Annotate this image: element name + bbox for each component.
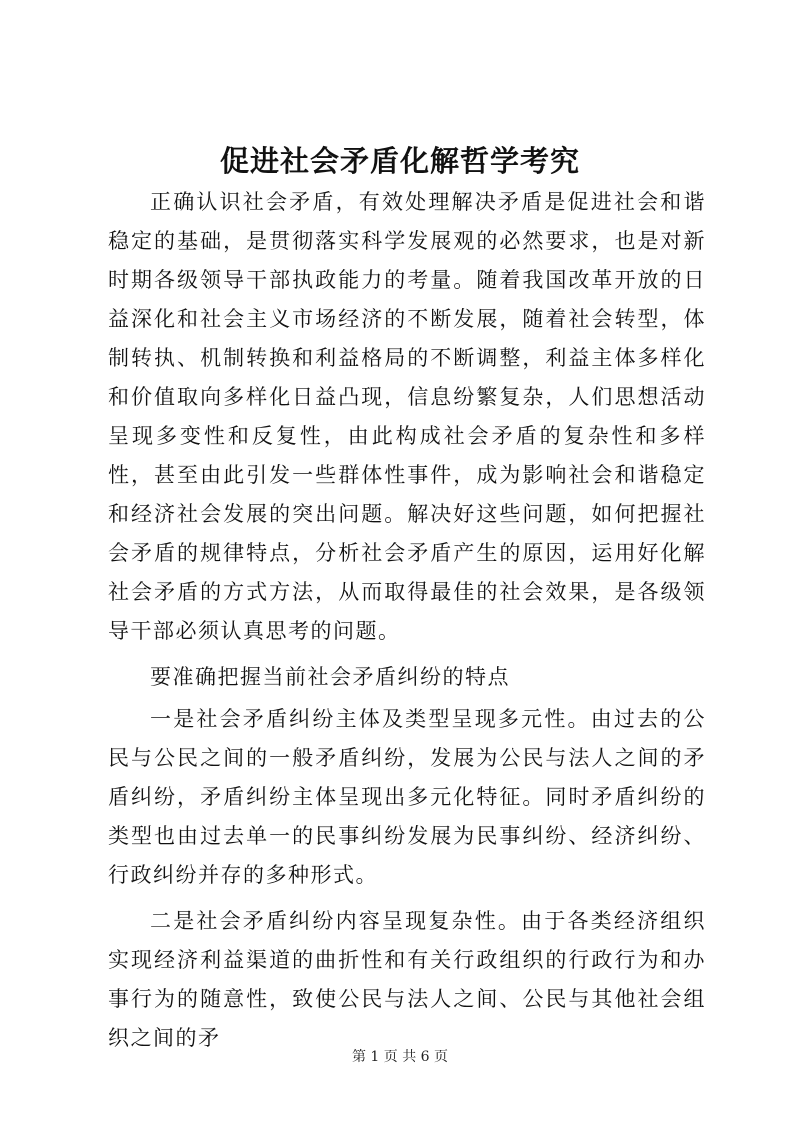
section-heading: 要准确把握当前社会矛盾纠纷的特点 [150, 665, 510, 689]
paragraph-point-one: 一是社会矛盾纠纷主体及类型呈现多元性。由过去的公民与公民之间的一般矛盾纠纷，发展为公民与法人之间的矛盾纠纷，矛盾纠纷主体呈现出多元化特征。同时矛盾纠纷的类型也由过去单一的民事纠纷发展为民事纠纷、经济纠纷、行政纠纷并存的多种形式。 [108, 707, 706, 887]
paragraph-point-two: 二是社会矛盾纠纷内容呈现复杂性。由于各类经济组织实现经济利益渠道的曲折性和有关行政组织的行政行为和办事行为的随意性，致使公民与法人之间、公民与其他社会组织之间的矛 [108, 909, 706, 1050]
document-title: 促进社会矛盾化解哲学考究 [219, 144, 580, 178]
document-body [108, 183, 706, 1058]
page-footer: 第 1 页 共 6 页 [351, 1049, 449, 1065]
paragraph-intro: 正确认识社会矛盾，有效处理解决矛盾是促进社会和谐稳定的基础，是贯彻落实科学发展观的必然要求，也是对新时期各级领导干部执政能力的考量。随着我国改革开放的日益深化和社会主义市场经济的不断发展，随着社会转型，体制转执、机制转换和利益格局的不断调整，利益主体多样化和价值取向多样化日益凸现，信息纷繁复杂，人们思想活动呈现多变性和反复性，由此构成社会矛盾的复杂性和多样性，甚至由此引发一些群体性事件，成为影响社会和谐稳定和经济社会发展的突出问题。解决好这些问题，如何把握社会矛盾的规律特点，分析社会矛盾产生的原因，运用好化解社会矛盾的方式方法，从而取得最佳的社会效果，是各级领导干部必须认真思考的问题。 [108, 190, 706, 643]
